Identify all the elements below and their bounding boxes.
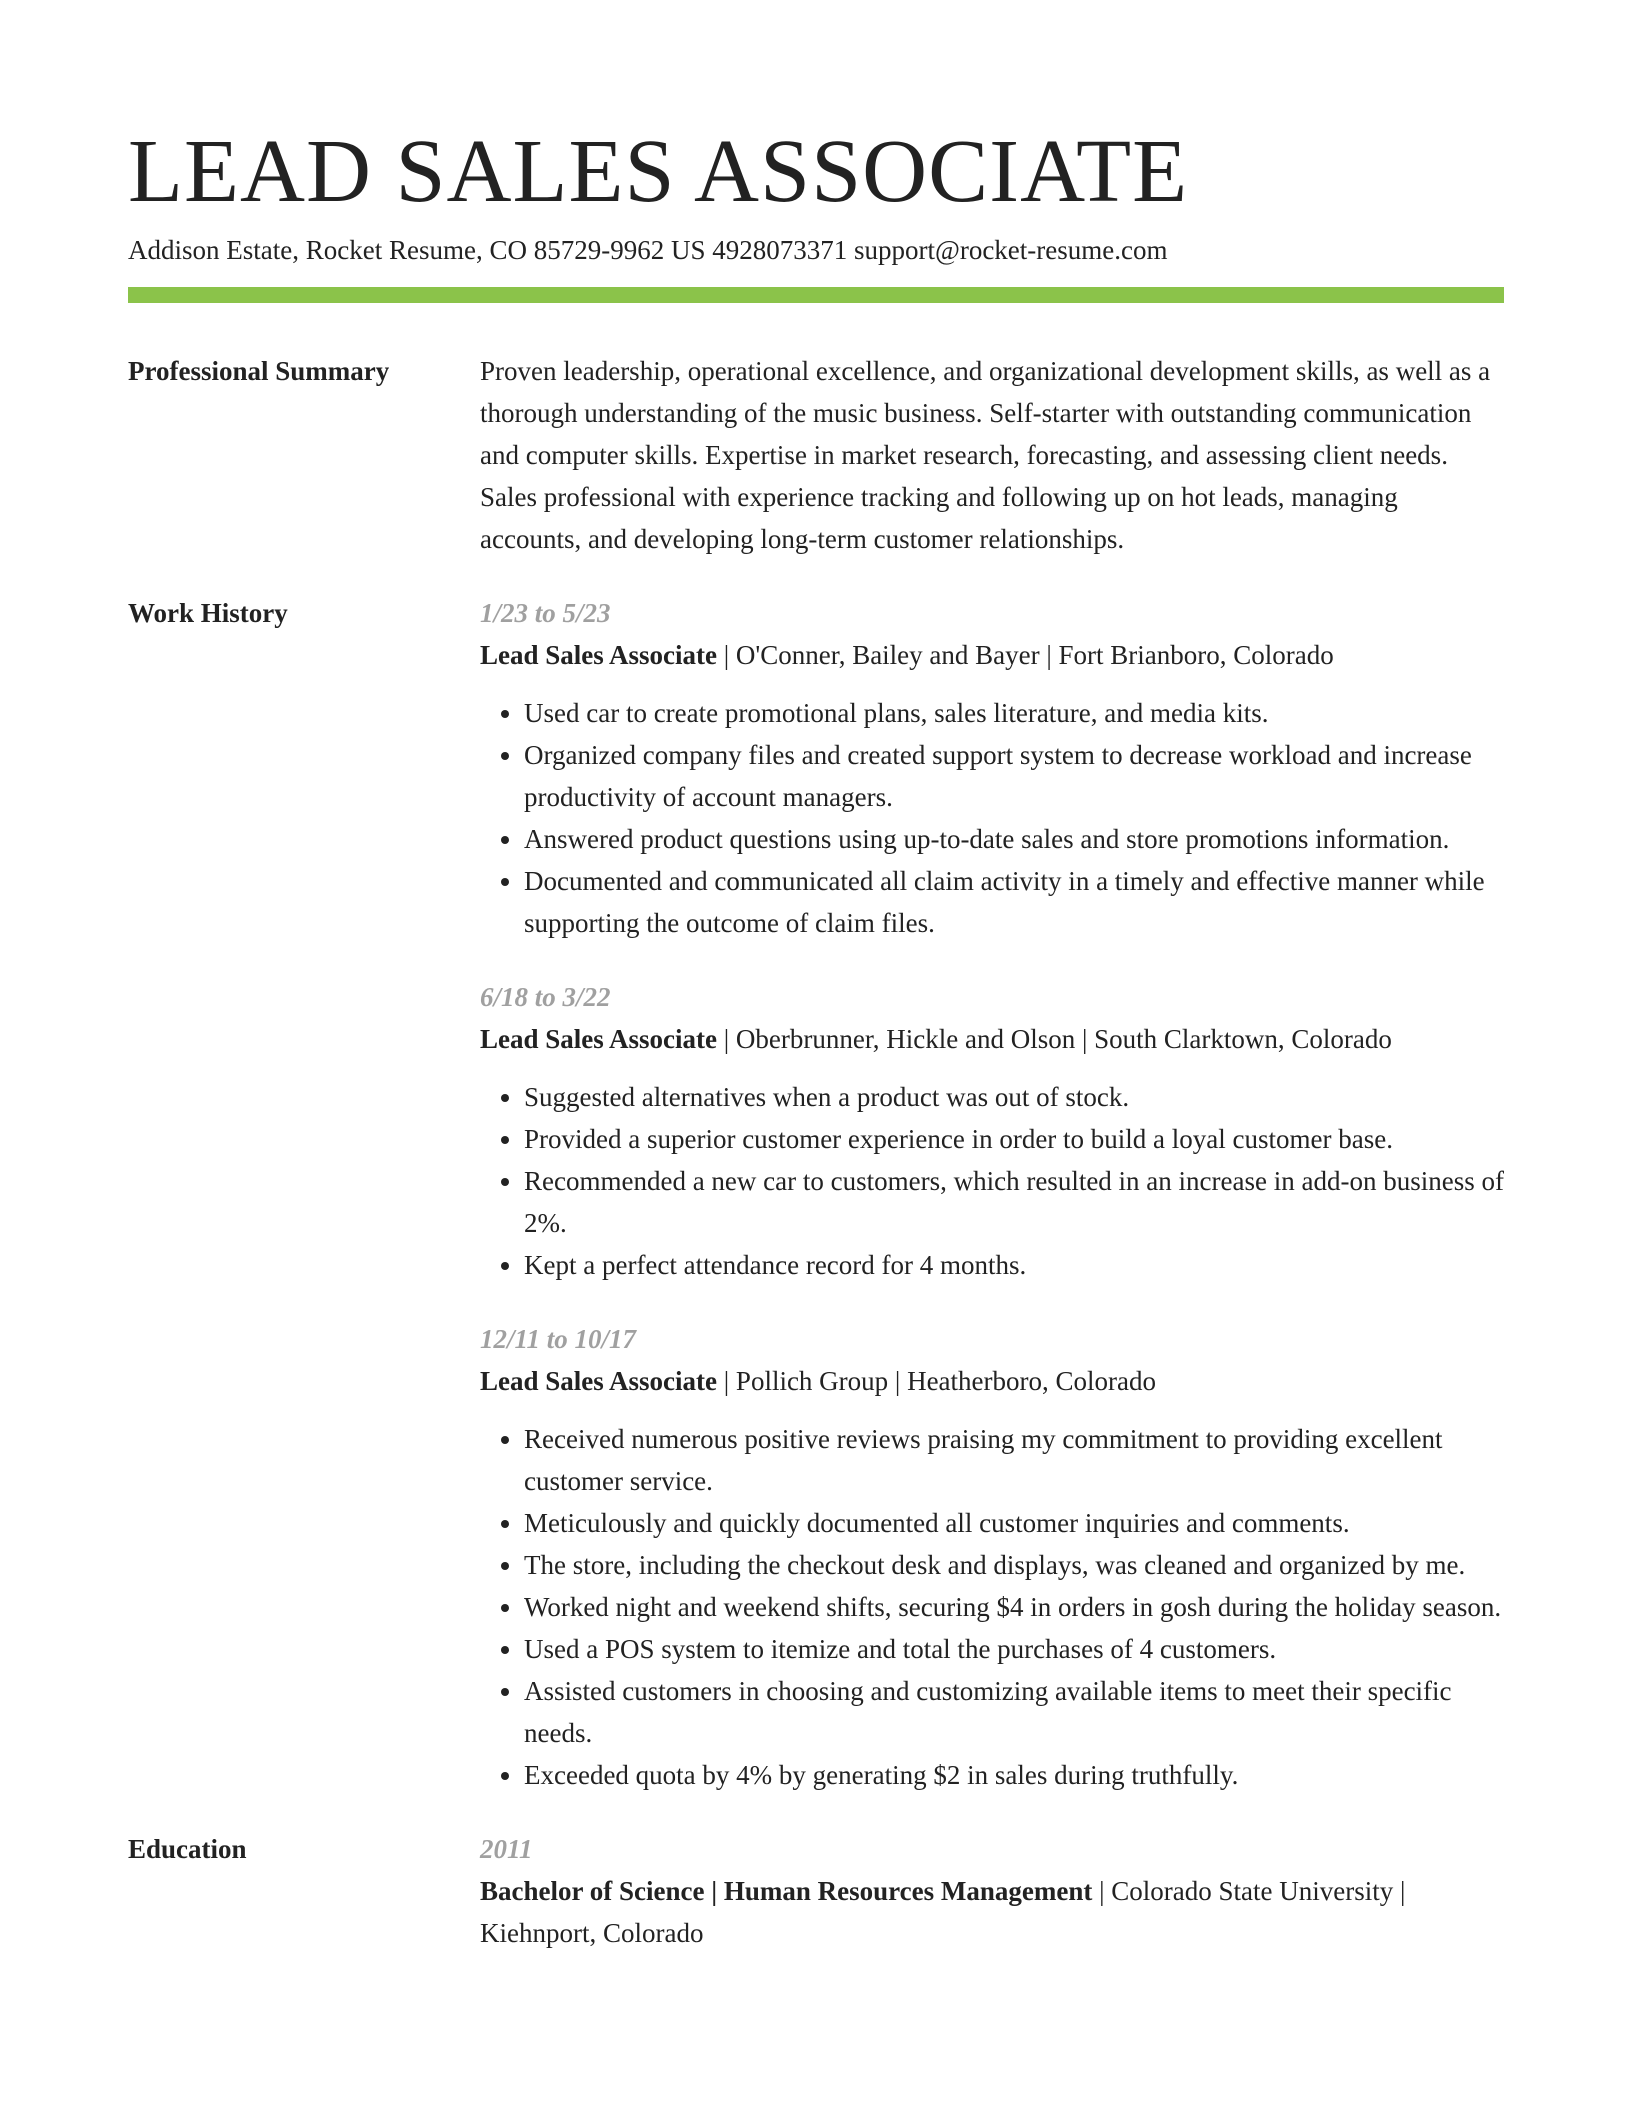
education-year: 2011	[480, 1834, 533, 1864]
job-bullet: • Provided a superior customer experience in order to build a loyal customer base.	[524, 1118, 1504, 1160]
job-bullet: • Received numerous positive reviews praising my commitment to providing excellent customer service.	[524, 1418, 1504, 1502]
resume-page	[128, 118, 1504, 1954]
job-title: Lead Sales Associate	[480, 1366, 718, 1396]
job-bullet: • Suggested alternatives when a product was out of stock.	[524, 1076, 1504, 1118]
job-dates: 6/18 to 3/22	[480, 982, 611, 1012]
education-entry	[480, 1828, 1504, 1954]
education-location: | Kiehnport, Colorado	[480, 1876, 1405, 1948]
job-company: | O'Conner, Bailey and Bayer	[717, 640, 1040, 670]
job-bullet: • Organized company files and created support system to decrease workload and increase productivity of account managers.	[524, 734, 1504, 818]
job-dates: 12/11 to 10/17	[480, 1324, 637, 1354]
job-bullet: • Meticulously and quickly documented all customer inquiries and comments.	[524, 1502, 1504, 1544]
job-entry	[480, 1318, 1504, 1796]
summary-section	[128, 350, 1504, 560]
job-bullet: • Worked night and weekend shifts, securing $4 in orders in gosh during the holiday season.	[524, 1586, 1504, 1628]
job-company: | Pollich Group	[717, 1366, 888, 1396]
job-title: Lead Sales Associate	[480, 1024, 718, 1054]
education-heading	[480, 1870, 1504, 1954]
job-bullet: • Assisted customers in choosing and customizing available items to meet their specific needs.	[524, 1670, 1504, 1754]
job-bullet: • Answered product questions using up-to-date sales and store promotions information.	[524, 818, 1504, 860]
education-school: | Colorado State University	[1092, 1876, 1393, 1906]
job-heading	[480, 634, 1504, 676]
job-bullets	[480, 1076, 1504, 1286]
education-section	[128, 1828, 1504, 1954]
job-entry	[480, 592, 1504, 944]
job-bullet: • Used a POS system to itemize and total the purchases of 4 customers.	[524, 1628, 1504, 1670]
job-bullets	[480, 1418, 1504, 1796]
contact-address: Addison Estate, Rocket Resume, CO 85729-9962 US	[128, 235, 706, 265]
job-location: | Fort Brianboro, Colorado	[1040, 640, 1334, 670]
work-history-list	[480, 592, 1504, 1796]
section-heading-summary: Professional Summary	[128, 356, 390, 386]
education-degree: Bachelor of Science | Human Resources Management	[480, 1876, 1093, 1906]
job-location: | Heatherboro, Colorado	[888, 1366, 1156, 1396]
job-heading	[480, 1360, 1504, 1402]
job-bullet: • The store, including the checkout desk and displays, was cleaned and organized by me.	[524, 1544, 1504, 1586]
resume-title: LEAD SALES ASSOCIATE	[128, 122, 1189, 221]
job-bullet: • Recommended a new car to customers, which resulted in an increase in add-on business of 2%.	[524, 1160, 1504, 1244]
section-heading-education: Education	[128, 1834, 247, 1864]
summary-text: Proven leadership, operational excellence, and organizational development skills, as well as a thorough understanding of the music business. Self-starter with outstanding communication and computer skills. Expertise in market research, forecasting, and assessing client needs. Sales professional with experience tracking and following up on hot leads, managing accounts, and developing long-term customer relationships.	[480, 356, 1491, 554]
job-bullet: • Documented and communicated all claim activity in a timely and effective manner while supporting the outcome of claim files.	[524, 860, 1504, 944]
section-heading-work-history: Work History	[128, 598, 288, 628]
job-dates: 1/23 to 5/23	[480, 598, 611, 628]
job-heading	[480, 1018, 1504, 1060]
job-location: | South Clarktown, Colorado	[1075, 1024, 1392, 1054]
job-title: Lead Sales Associate	[480, 640, 718, 670]
header-divider	[128, 287, 1504, 303]
job-bullet: • Kept a perfect attendance record for 4 months.	[524, 1244, 1504, 1286]
job-bullet: • Used car to create promotional plans, sales literature, and media kits.	[524, 692, 1504, 734]
work-history-section	[128, 592, 1504, 1796]
contact-phone: 4928073371	[712, 235, 848, 265]
job-bullet: • Exceeded quota by 4% by generating $2 in sales during truthfully.	[524, 1754, 1504, 1796]
job-company: | Oberbrunner, Hickle and Olson	[717, 1024, 1075, 1054]
contact-line	[128, 230, 1504, 270]
job-entry	[480, 976, 1504, 1286]
job-bullets	[480, 692, 1504, 944]
contact-email[interactable]: support@rocket-resume.com	[853, 235, 1168, 265]
